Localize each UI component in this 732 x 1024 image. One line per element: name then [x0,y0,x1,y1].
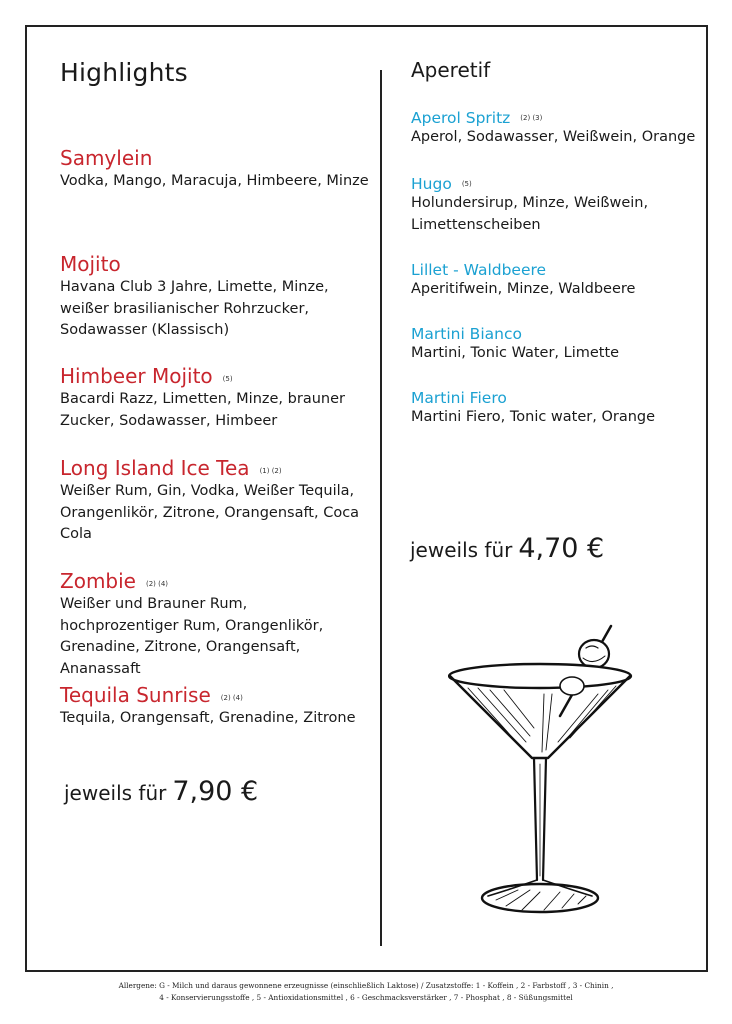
highlights-price [64,776,258,807]
price-label: jeweils für [64,781,167,805]
item-name: Long Island Ice Tea [60,456,250,480]
price-amount: 4,70 € [518,533,605,564]
item-description: Holundersirup, Minze, Weißwein, Limettenscheiben [411,195,649,233]
footer-line: Allergene: G - Milch und daraus gewonnene erzeugnisse (einschließlich Laktose) / Zusatzstoffe: 1 - Koffein , 2 - Farbstoff , 3 - Chinin , [118,981,614,990]
martini-glass-icon [448,624,633,916]
item-notes: (1) (2) [259,467,282,475]
item-name: Martini Fiero [411,389,507,407]
menu-item [60,252,370,342]
highlights-column [60,58,370,726]
column-divider [380,70,382,946]
item-description: Martini Fiero, Tonic water, Orange [411,409,656,425]
item-name: Zombie [60,569,136,593]
item-description: Aperol, Sodawasser, Weißwein, Orange [411,129,696,145]
item-name: Aperol Spritz [411,109,511,127]
item-description: Aperitifwein, Minze, Waldbeere [411,281,636,297]
item-notes: (5) [461,180,472,188]
price-amount: 7,90 € [172,776,259,807]
allergens-footer [0,980,732,1004]
item-notes: (5) [222,375,233,383]
menu-item [411,388,701,429]
item-description: Weißer Rum, Gin, Vodka, Weißer Tequila, Orangenlikör, Zitrone, Orangensaft, Coca Cola [60,483,360,542]
item-name: Tequila Sunrise [60,683,211,707]
menu-item [60,456,370,546]
item-notes: (2) (3) [520,114,543,122]
aperitif-price [410,533,604,564]
item-name: Hugo [411,175,452,193]
item-notes: (2) (4) [220,694,243,702]
menu-item [411,108,701,149]
item-description: Martini, Tonic Water, Limette [411,345,620,361]
menu-item [411,324,701,365]
aperitif-column [411,58,701,425]
item-name: Martini Bianco [411,325,522,343]
item-name: Mojito [60,252,121,276]
price-label: jeweils für [410,538,513,562]
item-description: Havana Club 3 Jahre, Limette, Minze, weißer brasilianischer Rohrzucker, Sodawasser (Klassisch) [60,279,329,338]
item-description: Vodka, Mango, Maracuja, Himbeere, Minze [60,173,369,189]
aperitif-title: Aperetif [411,58,491,82]
menu-item [411,174,701,236]
menu-item [60,569,370,680]
item-name: Samylein [60,146,153,170]
item-name: Himbeer Mojito [60,364,213,388]
item-description: Weißer und Brauner Rum, hochprozentiger Rum, Orangenlikör, Grenadine, Zitrone, Orangensaft, Ananassaft [60,596,324,677]
menu-item [60,364,370,432]
item-name: Lillet - Waldbeere [411,261,547,279]
highlights-title: Highlights [60,58,188,87]
item-notes: (2) (4) [145,580,169,588]
item-description: Bacardi Razz, Limetten, Minze, brauner Zucker, Sodawasser, Himbeer [60,391,345,429]
footer-line: 4 - Konservierungsstoffe , 5 - Antioxidationsmittel , 6 - Geschmacksverstärker , 7 - Phosphat , 8 - Süßungsmittel [159,993,573,1002]
menu-item [60,146,370,193]
item-description: Tequila, Orangensaft, Grenadine, Zitrone [60,710,356,726]
menu-item [60,683,370,730]
menu-item [411,260,701,301]
